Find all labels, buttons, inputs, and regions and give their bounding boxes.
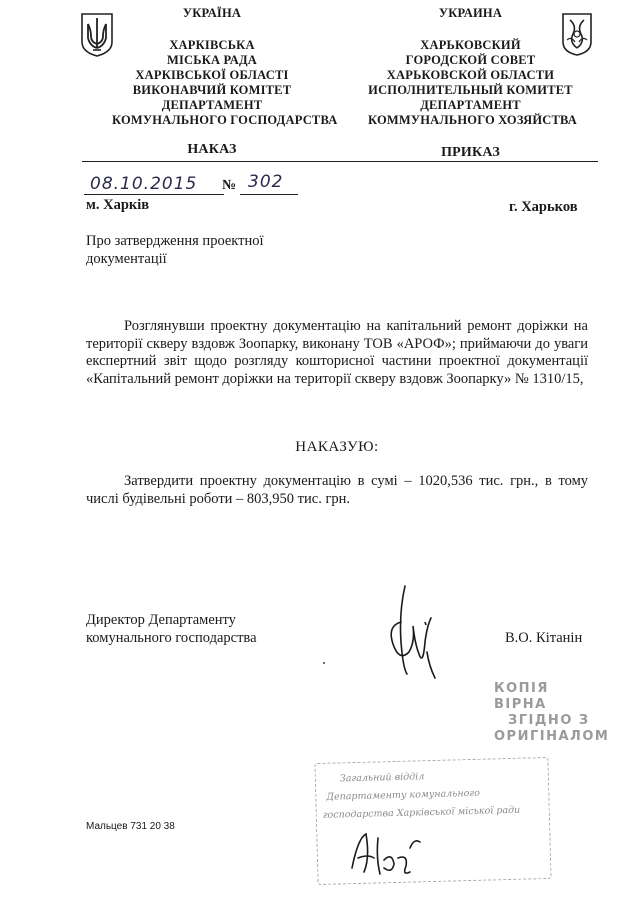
- header-divider: [82, 161, 598, 162]
- clerk-signature-icon: [348, 828, 428, 880]
- date-underline: [84, 194, 224, 195]
- director-signature-icon: [385, 582, 445, 682]
- subject-line: документації: [86, 250, 167, 267]
- header-left-line: ДЕПАРТАМЕНТ: [161, 98, 263, 112]
- body-paragraph-2: Затвердити проектну документацію в сумі – 1020,536 тис. грн., в тому числі будівельні роботи – 803,950 тис. грн.: [86, 473, 588, 507]
- header-left-line: ВИКОНАВЧИЙ КОМІТЕТ: [132, 83, 292, 97]
- body-paragraph-1: Розглянувши проектну документацію на капітальний ремонт доріжки на території скверу вздовж Зоопарку, виконану ТОВ «АРОФ»; приймаючи до уваги експертний звіт щодо розгляду кошторисної частини проектної документації «Капітальний ремонт доріжки на території скверу вздовж Зоопарку» № 1310/15,: [86, 318, 588, 387]
- city-ru: г. Харьков: [509, 199, 578, 215]
- header-right-org: [368, 38, 578, 128]
- scan-dot: [323, 662, 325, 664]
- copy-stamp-line: КОПІЯ ВІРНА: [494, 681, 549, 712]
- signer-position-line: комунального господарства: [86, 629, 257, 646]
- header-left-line: ХАРКІВСЬКОЇ ОБЛАСТІ: [135, 68, 289, 82]
- header-right-country: УКРАИНА: [438, 6, 503, 20]
- number-underline: [240, 194, 298, 195]
- header-left-line: ХАРКІВСЬКА: [169, 38, 255, 52]
- header-right-line: ХАРЬКОВСКИЙ: [420, 38, 521, 52]
- header-left: [102, 6, 322, 21]
- doc-type-ru: ПРИКАЗ: [441, 145, 500, 160]
- header-right-line: ИСПОЛНИТЕЛЬНЫЙ КОМИТЕТ: [368, 83, 573, 97]
- copy-stamp-line: ОРИГІНАЛОМ: [494, 729, 610, 744]
- header-left-org: [102, 38, 338, 128]
- order-number: 302: [248, 172, 284, 192]
- header-left-line: МІСЬКА РАДА: [166, 53, 258, 67]
- city-ua: м. Харків: [86, 197, 150, 213]
- signer-name: В.О. Кітанін: [505, 630, 583, 646]
- executor: Мальцев 731 20 38: [86, 821, 175, 832]
- copy-certified-stamp: [494, 681, 610, 745]
- order-date: 08.10.2015: [90, 174, 198, 194]
- subject-line: Про затвердження проектної: [86, 233, 264, 249]
- header-right-line: ДЕПАРТАМЕНТ: [420, 98, 521, 112]
- header-right: [368, 6, 573, 21]
- number-label: №: [222, 178, 237, 193]
- doc-type-ua: НАКАЗ: [187, 142, 237, 157]
- copy-stamp-line: ЗГІДНО З: [508, 713, 590, 728]
- header-left-line: КОМУНАЛЬНОГО ГОСПОДАРСТВА: [112, 113, 338, 127]
- order-word: НАКАЗУЮ:: [295, 439, 379, 455]
- department-stamp-line: Департаменту комунального: [326, 787, 481, 803]
- subject: [86, 233, 264, 268]
- signer-position-line: Директор Департаменту: [86, 612, 236, 628]
- signer-position: [86, 612, 257, 647]
- department-stamp-line: господарства Харківської міської ради: [322, 804, 521, 821]
- header-right-line: КОММУНАЛЬНОГО ХОЗЯЙСТВА: [368, 113, 578, 127]
- header-right-line: ГОРОДСКОЙ СОВЕТ: [405, 53, 536, 67]
- department-stamp-line: Загальний відділ: [339, 771, 425, 785]
- header-left-country: УКРАЇНА: [182, 6, 242, 20]
- header-right-line: ХАРЬКОВСКОЙ ОБЛАСТИ: [386, 68, 555, 82]
